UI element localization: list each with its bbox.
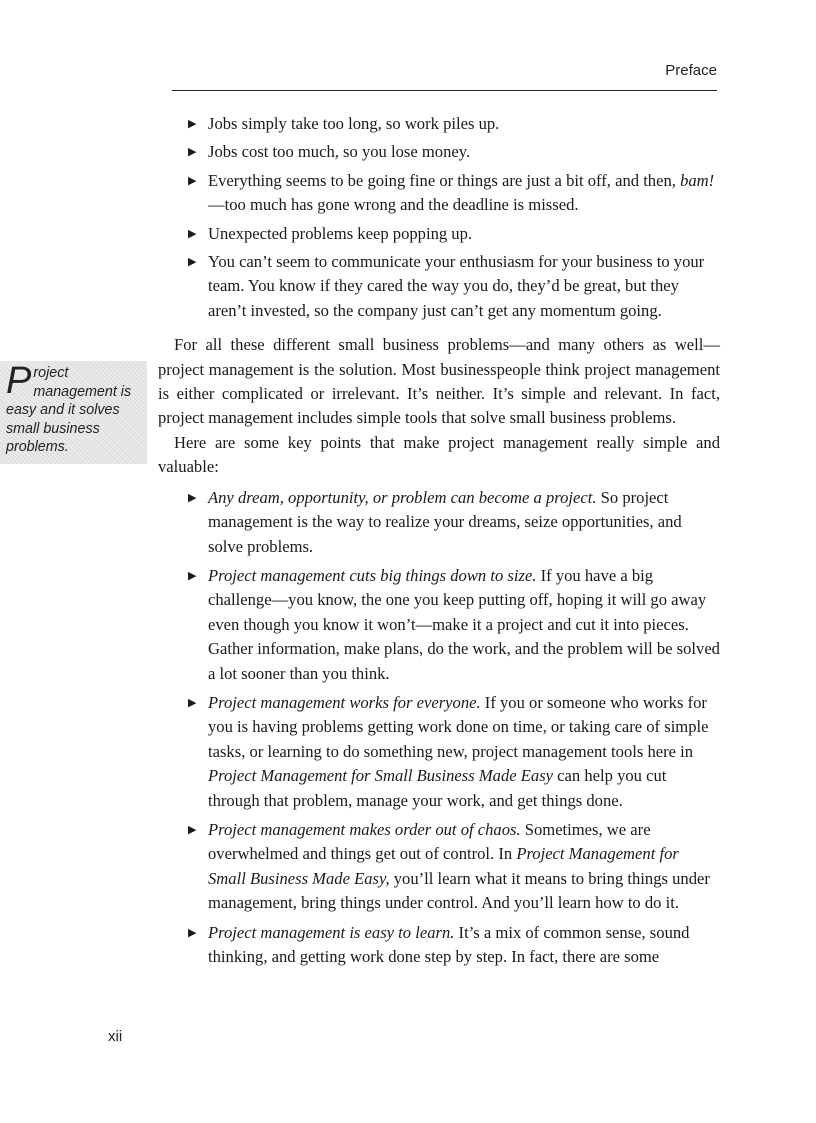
list-item: ▶ Project management is easy to learn. It’s a mix of common sense, sound thinking, and getting work done step by step. In fact, there are some	[188, 922, 690, 966]
problem-list	[158, 112, 720, 323]
triangle-bullet-icon: ▶	[188, 491, 197, 504]
margin-pull-quote	[0, 361, 147, 464]
body-text	[158, 112, 720, 974]
pull-quote-dropcap: P	[6, 360, 32, 402]
paragraph: For all these different small business problems—and many others as well—project management is the solution. Most businesspeople think project management is either complicated or irrelevant. It’s neither. It’s simple and relevant. In fact, project management includes simple tools that solve small business problems.	[158, 335, 720, 428]
list-item: ▶ Project management cuts big things down to size. If you have a big challenge—you know, the one you keep putting off, hoping it will go away even though you know it won’t—make it a project and cut it into pieces. Gather information, make plans, do the work, and the problem will be solved a lot sooner than you think.	[188, 565, 720, 683]
list-item: ▶ Project management works for everyone. If you or someone who works for you is having problems getting work done on time, or taking care of simple tasks, or learning to do something new, project management tools here in Project Management for Small Business Made Easy can help you cut through that problem, manage your work, and get things done.	[188, 692, 709, 810]
triangle-bullet-icon: ▶	[188, 696, 197, 709]
list-item: ▶ Project management makes order out of chaos. Sometimes, we are overwhelmed and things get out of control. In Project Management for Small Business Made Easy, you’ll learn what it means to bring things under management, bring things under control. And you’ll learn how to do it.	[188, 819, 710, 913]
running-header: Preface	[665, 62, 717, 79]
list-item: ▶ Jobs simply take too long, so work piles up.	[208, 112, 720, 136]
list-item: ▶ Any dream, opportunity, or problem can become a project. So project management is the way to realize your dreams, seize opportunities, and solve problems.	[188, 487, 682, 556]
key-points-list	[158, 486, 720, 970]
triangle-bullet-icon: ▶	[188, 256, 197, 269]
triangle-bullet-icon: ▶	[188, 926, 197, 939]
list-item: ▶ Everything seems to be going fine or things are just a bit off, and then, bam!—too much has gone wrong and the deadline is missed.	[188, 170, 715, 215]
list-item: ▶ Jobs cost too much, so you lose money.	[208, 140, 720, 164]
triangle-bullet-icon: ▶	[188, 174, 197, 187]
triangle-bullet-icon: ▶	[188, 823, 197, 836]
paragraph: Here are some key points that make project management really simple and valuable:	[158, 432, 720, 477]
page-number: xii	[108, 1028, 123, 1045]
triangle-bullet-icon: ▶	[188, 146, 197, 159]
pull-quote-text: roject management is easy and it solves small business problems.	[6, 365, 132, 456]
triangle-bullet-icon: ▶	[188, 118, 197, 130]
list-item: ▶ Unexpected problems keep popping up.	[208, 222, 720, 246]
list-item: ▶ You can’t seem to communicate your enthusiasm for your business to your team. You know if they cared the way you do, they’d be great, but they aren’t invested, so the company just can’t get any momentum going.	[188, 252, 705, 320]
triangle-bullet-icon: ▶	[188, 569, 197, 582]
header-rule	[172, 90, 717, 91]
triangle-bullet-icon: ▶	[188, 227, 197, 240]
